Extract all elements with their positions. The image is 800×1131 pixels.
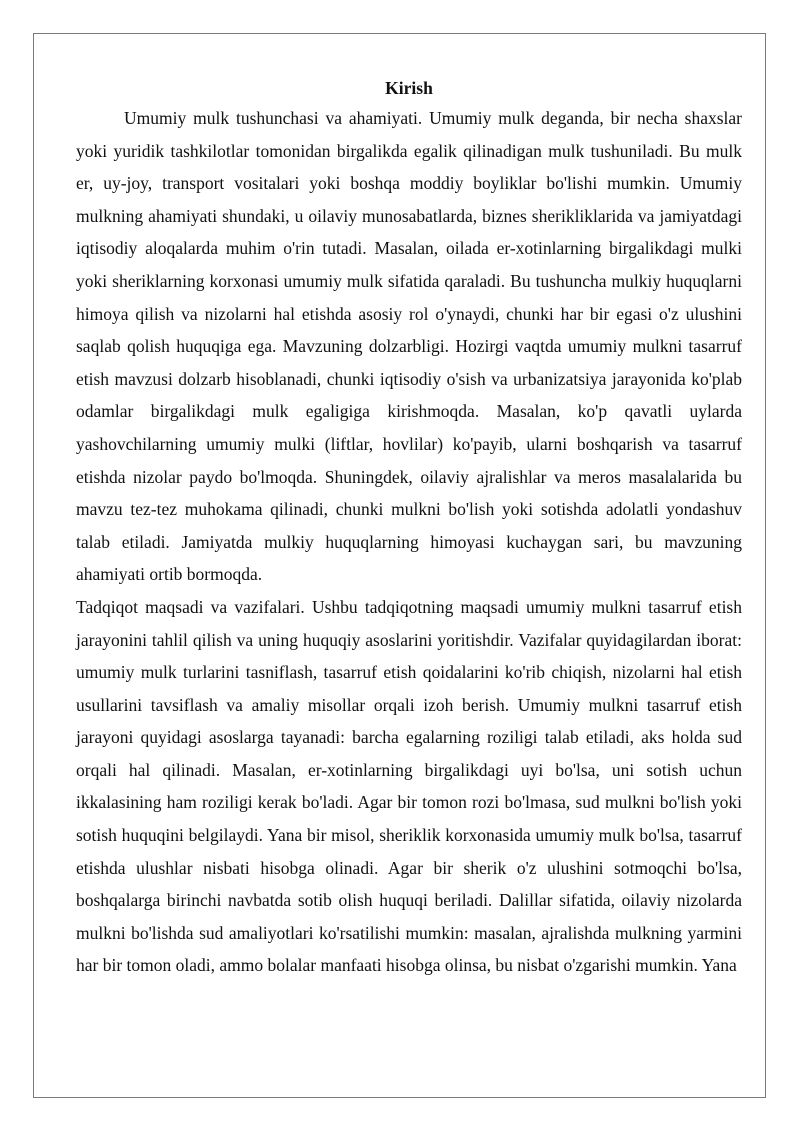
document-body — [76, 74, 742, 982]
document-heading: Kirish — [385, 78, 433, 98]
paragraph-research-goals: Tadqiqot maqsadi va vazifalari. Ushbu tadqiqotning maqsadi umumiy mulkni tasarruf etish jarayonini tahlil qilish va uning huquqiy asoslarini yoritishdir. Vazifalar quyidagilardan iborat: umumiy mulk turlarini tasniflash, tasarruf etish qoidalarini ko'rib chiqish, nizolarni hal etish usullarini tavsiflash va amaliy misollar orqali izoh berish. Umumiy mulkni tasarruf etish jarayoni quyidagi asoslarga tayanadi: barcha egalarning roziligi talab etiladi, aks holda sud orqali hal qilinadi. Masalan, er-xotinlarning birgalikdagi uyi bo'lsa, uni sotish uchun ikkalasining ham roziligi kerak bo'ladi. Agar bir tomon rozi bo'lmasa, sud mulkni bo'lish yoki sotish huquqini belgilaydi. Yana bir misol, sheriklik korxonasida umumiy mulk bo'lsa, tasarruf etishda ulushlar nisbati hisobga olinadi. Agar bir sherik o'z ulushini sotmoqchi bo'lsa, boshqalarga birinchi navbatda sotib olish huquqi beriladi. Dalillar sifatida, oilaviy nizolarda mulkni bo'lishda sud amaliyotlari ko'rsatilishi mumkin: masalan, ajralishda mulkning yarmini har bir tomon oladi, ammo bolalar manfaati hisobga olinsa, bu nisbat o'zgarishi mumkin. Yana — [76, 596, 742, 976]
paragraph-introduction: Umumiy mulk tushunchasi va ahamiyati. Umumiy mulk deganda, bir necha shaxslar yoki yuridik tashkilotlar tomonidan birgalikda egalik qilinadigan mulk tushuniladi. Bu mulk er, uy-joy, transport vositalari yoki boshqa moddiy boyliklar bo'lishi mumkin. Umumiy mulkning ahamiyati shundaki, u oilaviy munosabatlarda, biznes sherikliklarida va jamiyatdagi iqtisodiy aloqalarda muhim o'rin tutadi. Masalan, oilada er-xotinlarning birgalikdagi mulki yoki sheriklarning korxonasi umumiy mulk sifatida qaraladi. Bu tushuncha mulkiy huquqlarni himoya qilish va nizolarni hal etishda asosiy rol o'ynaydi, chunki har bir egasi o'z ulushini saqlab qolish huquqiga ega. Mavzuning dolzarbligi. Hozirgi vaqtda umumiy mulkni tasarruf etish mavzusi dolzarb hisoblanadi, chunki iqtisodiy o'sish va urbanizatsiya jarayonida ko'plab odamlar birgalikdagi mulk egaligiga kirishmoqda. Masalan, ko'p qavatli uylarda yashovchilarning umumiy mulki (liftlar, hovlilar) ko'payib, ularni boshqarish va tasarruf etishda nizolar paydo bo'lmoqda. Shuningdek, oilaviy ajralishlar va meros masalalarida bu mavzu tez-tez muhokama qilinadi, chunki mulkni bo'lish yoki sotishda adolatli yondashuv talab etiladi. Jamiyatda mulkiy huquqlarning himoyasi kuchaygan sari, bu mavzuning ahamiyati ortib bormoqda. — [76, 108, 742, 585]
